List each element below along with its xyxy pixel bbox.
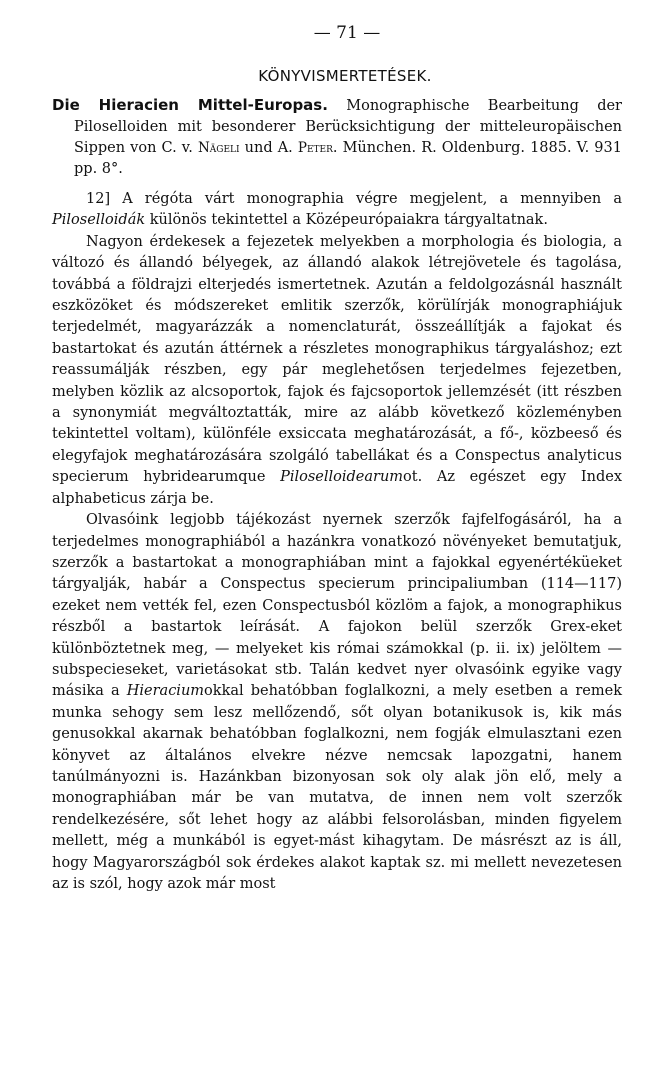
paragraph-3	[52, 510, 622, 895]
bibliographic-entry	[52, 95, 622, 180]
paragraph-1-italic: Piloselloidák	[52, 212, 146, 229]
paragraph-2-text-a: Nagyon érdekesek a fejezetek melyekben a morphologia és biologia, a változó és állandó bélyegek, az állandó alakok létrejövetele és tagolása, továbbá a földrajzi elterjedés ismertetnek. Azután a feldolgozásnál használt eszközöket és módszereket emlitik szerzők, körülírják monographiájuk terjedelmét, magyarázzák a nomenclaturát, összeállítják a fajokat és bastartokat és azután áttérnek a részletes monographikus tárgyaláshoz; ezt reassumálják részben, egy pár meglehetősen terjedelmes fejezetben, melyben közlik az alcsoportok, fajok és fajcsoportok jellemzését (itt részben a synonymiát megváltoztatták, mire az alább következő közleményben tekintettel voltam), különféle exsiccata meghatározását, a fő-, közbeeső és elegyfajok meghatározására szolgáló tabellákat és a Conspectus analyticus specierum hybridearumque	[52, 233, 622, 486]
bib-text-3: . München. R. Oldenburg. 1885. V. 931 pp. 8°.	[74, 140, 622, 177]
page-number: — 71 —	[313, 23, 381, 43]
paragraph-1	[52, 189, 622, 232]
bib-text-2: und A.	[239, 140, 298, 156]
paragraph-2	[52, 232, 622, 510]
paragraph-2-text-b: ot. Az egészet egy Index alphabeticus zárja be.	[52, 469, 622, 507]
page	[52, 22, 622, 895]
paragraph-3-text-a: Olvasóink legjobb tájékozást nyernek szerzők fajfelfogásáról, ha a terjedelmes monographiából a hazánkra vonatkozó növényeket bemutatjuk, szerzők a bastartokat a monographiában mint a fajokkal egyenértéküeket tárgyalják, habár a Conspectus specierum principaliumban (114—117) ezeket nem vették fel, ezen Conspectusból közlöm a fajok, a monographikus részből a bastartok leírását. A fajokon belül szerzők Grex-eket különböztetnek meg, — melyeket kis római számokkal (p. ii. ix) jelöltem — subspecieseket, varietásokat stb. Talán kedvet nyer olvasóink egyike vagy másika a	[52, 512, 622, 700]
paragraph-1-text-a: 12] A régóta várt monographia végre megjelent, a mennyiben a	[86, 191, 622, 207]
paragraph-3-text-b: okkal behatóbban foglalkozni, a mely esetben a remek munka sehogy sem lesz mellőzendő, sőt olyan botanikusok is, kik más genusokkal akarnak behatóbban foglalkozni, nem fogják elmulasztani ezen könyvet az általános elvekre nézve nemcsak lapozgatni, hanem tanúlmányozni is. Hazánkban bizonyosan sok oly alak jön elő, mely a monographiában már be van mutatva, de innen nem volt szerzők rendelkezésére, sőt lehet hogy az alábbi felsorolásban, minden figyelem mellett, még a munkából is egyet-mást kihagytam. De másrészt az is áll, hogy Magyarországból sok érdekes alakot kaptak sz. mi mellett nevezetesen az is szól, hogy azok már most	[52, 683, 622, 892]
paragraph-3-italic: Hieracium	[126, 683, 205, 700]
bib-text-1: Monographische Bearbeitung der Piloselloiden mit besonderer Berücksichtigung der mitteleuropäischen Sippen von C. v.	[74, 98, 622, 156]
author-peter: Peter	[297, 140, 333, 156]
author-nageli: Nägeli	[197, 140, 240, 156]
book-title: Die Hieracien Mittel-Europas.	[52, 96, 328, 114]
paragraph-1-text-b: különös tekintettel a Középeurópaiakra tárgyaltatnak.	[145, 212, 548, 229]
section-title: KÖNYVISMERTETÉSEK.	[258, 67, 432, 85]
paragraph-2-italic: Piloselloidearum	[280, 469, 404, 486]
